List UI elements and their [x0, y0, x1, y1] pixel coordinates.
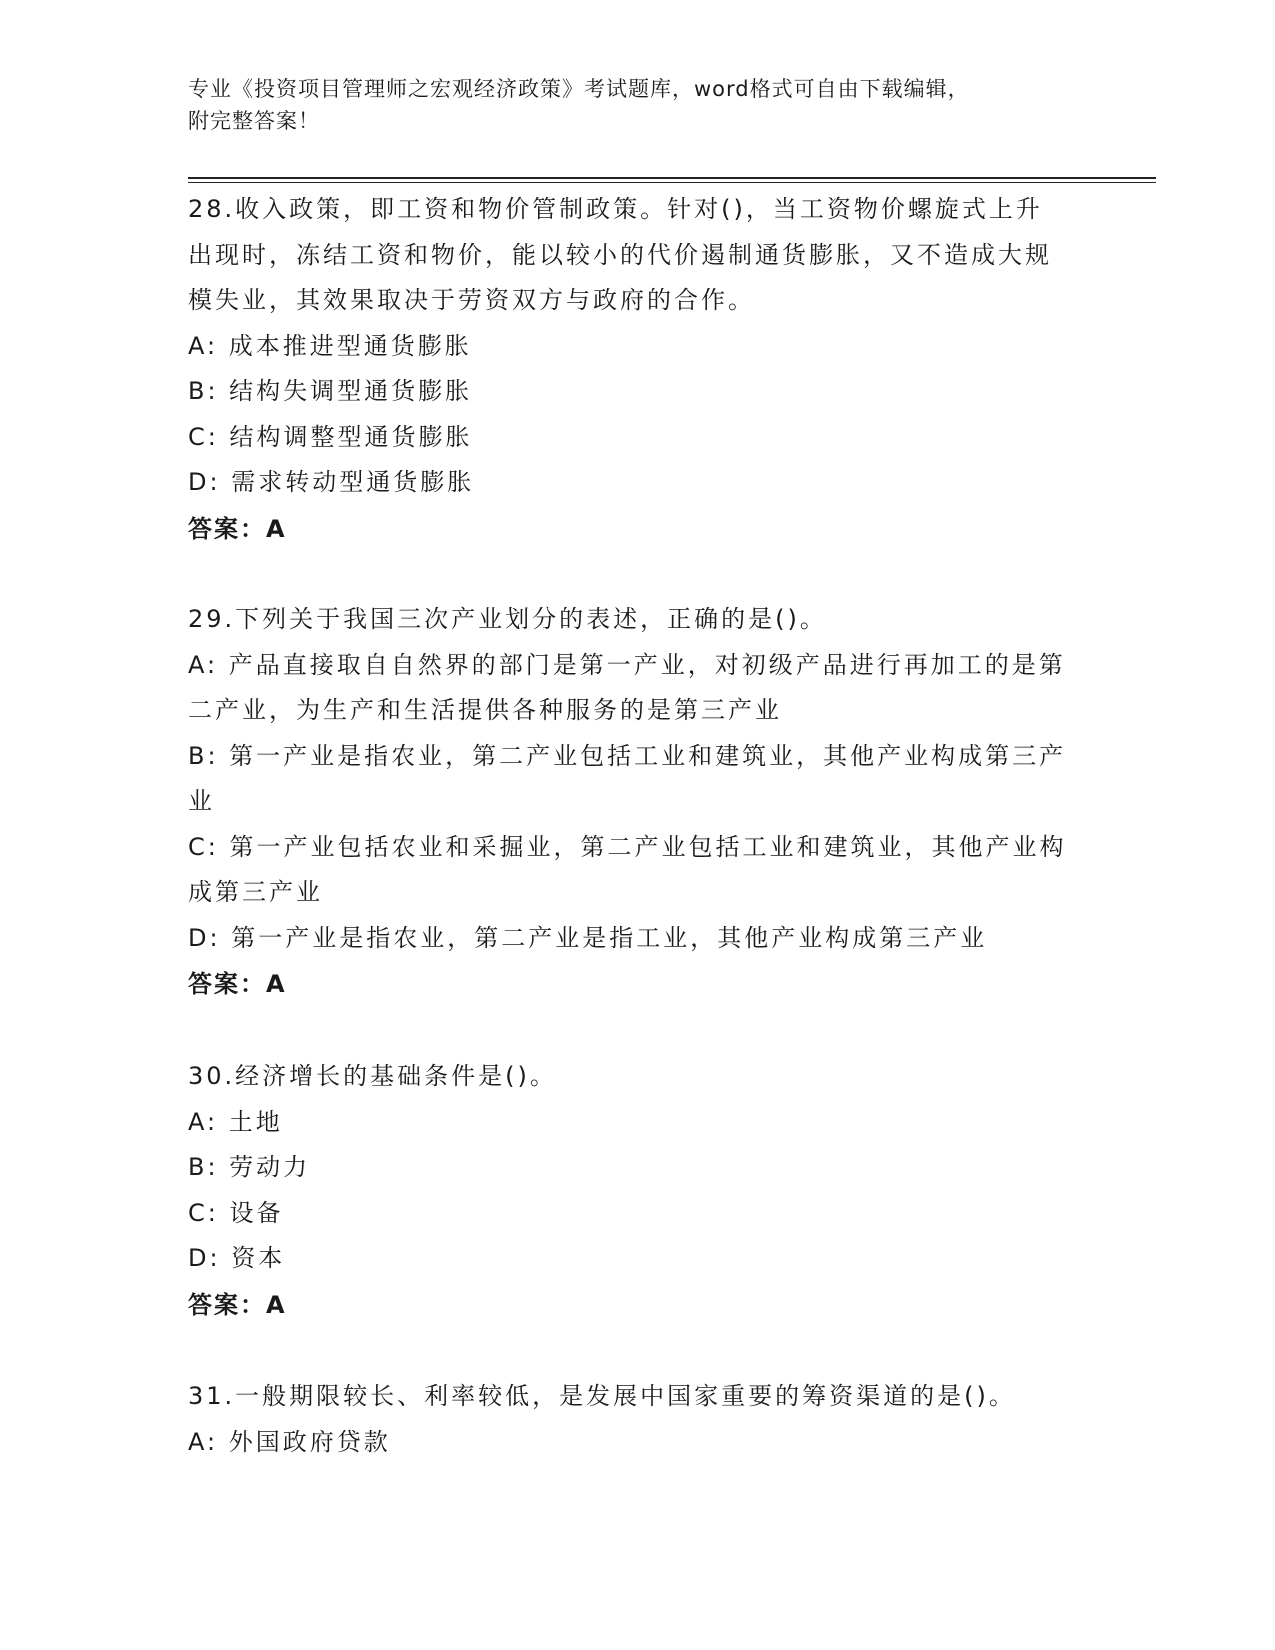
answer: 答案：A — [188, 970, 287, 998]
option-d: D: 第一产业是指农业，第二产业是指工业，其他产业构成第三产业 — [188, 923, 988, 952]
header-line-2: 附完整答案！ — [188, 109, 320, 133]
option-c: C: 第一产业包括农业和采掘业，第二产业包括工业和建筑业，其他产业构成第三产业 — [188, 832, 1067, 906]
question-stem: 29.下列关于我国三次产业划分的表述，正确的是()。 — [188, 605, 827, 633]
option-b: B: 第一产业是指农业，第二产业包括工业和建筑业，其他产业构成第三产业 — [188, 741, 1067, 815]
header-divider-thick — [188, 177, 1156, 179]
option-c: C: 设备 — [188, 1198, 284, 1227]
option-c: C: 结构调整型通货膨胀 — [188, 422, 473, 451]
option-b: B: 劳动力 — [188, 1153, 311, 1181]
answer: 答案：A — [188, 1290, 287, 1319]
question-29 — [188, 597, 1068, 1007]
header-line-1: 专业《投资项目管理师之宏观经济政策》考试题库，word格式可自由下载编辑， — [188, 77, 970, 101]
option-a: A: 外国政府贷款 — [188, 1427, 391, 1456]
option-d: D: 需求转动型通货膨胀 — [188, 468, 475, 496]
answer: 答案：A — [188, 514, 287, 543]
document-header — [188, 73, 1088, 137]
question-stem: 30.经济增长的基础条件是()。 — [188, 1062, 557, 1090]
question-30 — [188, 1054, 1068, 1328]
question-stem: 28.收入政策，即工资和物价管制政策。针对()，当工资物价螺旋式上升出现时，冻结工资和物价，能以较小的代价遏制通货膨胀，又不造成大规模失业，其效果取决于劳资双方与政府的合作。 — [188, 195, 1052, 314]
question-stem: 31.一般期限较长、利率较低，是发展中国家重要的筹资渠道的是()。 — [188, 1382, 1016, 1410]
question-31 — [188, 1374, 1068, 1465]
option-a: A: 成本推进型通货膨胀 — [188, 331, 472, 360]
option-d: D: 资本 — [188, 1244, 286, 1272]
option-b: B: 结构失调型通货膨胀 — [188, 377, 473, 405]
header-divider-thin — [188, 182, 1156, 183]
question-28 — [188, 187, 1068, 552]
option-a: A: 土地 — [188, 1107, 283, 1136]
option-a: A: 产品直接取自自然界的部门是第一产业，对初级产品进行再加工的是第二产业，为生产和生活提供各种服务的是第三产业 — [188, 650, 1066, 724]
